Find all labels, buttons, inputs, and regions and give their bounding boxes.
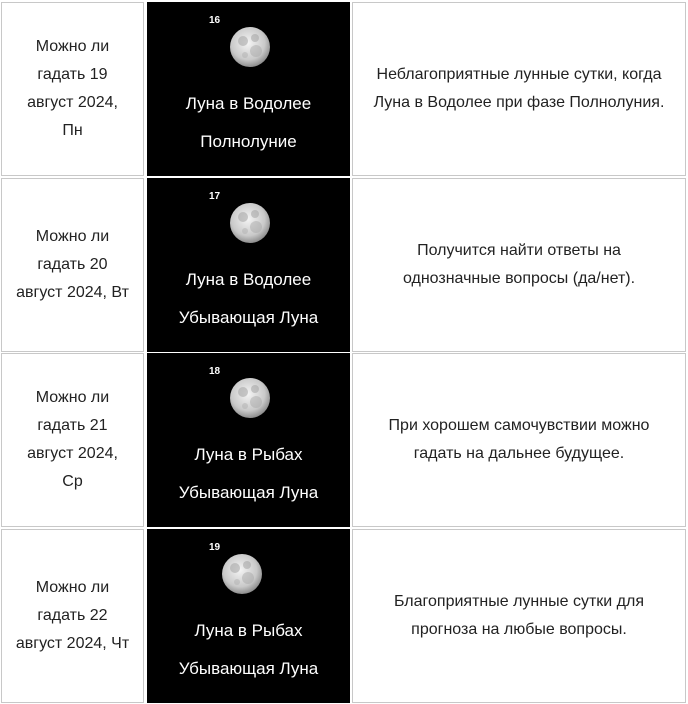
description-text: При хорошем самочувствии можно гадать на дальнее будущее. [388, 417, 650, 462]
moon-phase: Полнолуние [200, 132, 297, 151]
description-cell [352, 178, 686, 352]
moon-cell [147, 353, 350, 527]
moon-cell [147, 2, 350, 176]
table-row [0, 353, 688, 527]
lunar-day-number: 16 [209, 15, 221, 26]
table-row [0, 529, 688, 703]
table-row [0, 178, 688, 352]
description-cell [352, 2, 686, 176]
full-moon-icon [229, 377, 271, 419]
description-cell [352, 529, 686, 703]
moon-sign: Луна в Рыбах [194, 445, 303, 464]
moon-sign: Луна в Водолее [185, 270, 312, 289]
lunar-day-number: 17 [209, 191, 221, 202]
question-cell [1, 178, 144, 352]
full-moon-icon [229, 26, 271, 68]
moon-cell [147, 529, 350, 703]
question-cell [1, 353, 144, 527]
full-moon-icon [229, 202, 271, 244]
moon-cell [147, 178, 350, 352]
description-text: Получится найти ответы на однозначные вопросы (да/нет). [402, 242, 636, 287]
description-cell [352, 353, 686, 527]
full-moon-icon [221, 553, 263, 595]
question-text: Можно ли гадать 19 август 2024, Пн [27, 38, 118, 139]
moon-phase: Убывающая Луна [178, 308, 319, 327]
question-text: Можно ли гадать 22 август 2024, Чт [15, 579, 130, 652]
moon-phase: Убывающая Луна [178, 483, 319, 502]
moon-sign: Луна в Водолее [185, 94, 312, 113]
moon-sign: Луна в Рыбах [194, 621, 303, 640]
question-cell [1, 529, 144, 703]
question-text: Можно ли гадать 21 август 2024, Ср [27, 389, 118, 490]
question-cell [1, 2, 144, 176]
question-text: Можно ли гадать 20 август 2024, Вт [16, 228, 129, 301]
moon-phase: Убывающая Луна [178, 659, 319, 678]
description-text: Благоприятные лунные сутки для прогноза на любые вопросы. [393, 593, 644, 638]
description-text: Неблагоприятные лунные сутки, когда Луна в Водолее при фазе Полнолуния. [373, 66, 665, 111]
lunar-day-number: 19 [209, 542, 221, 553]
table-row [0, 2, 688, 176]
lunar-day-number: 18 [209, 366, 221, 377]
